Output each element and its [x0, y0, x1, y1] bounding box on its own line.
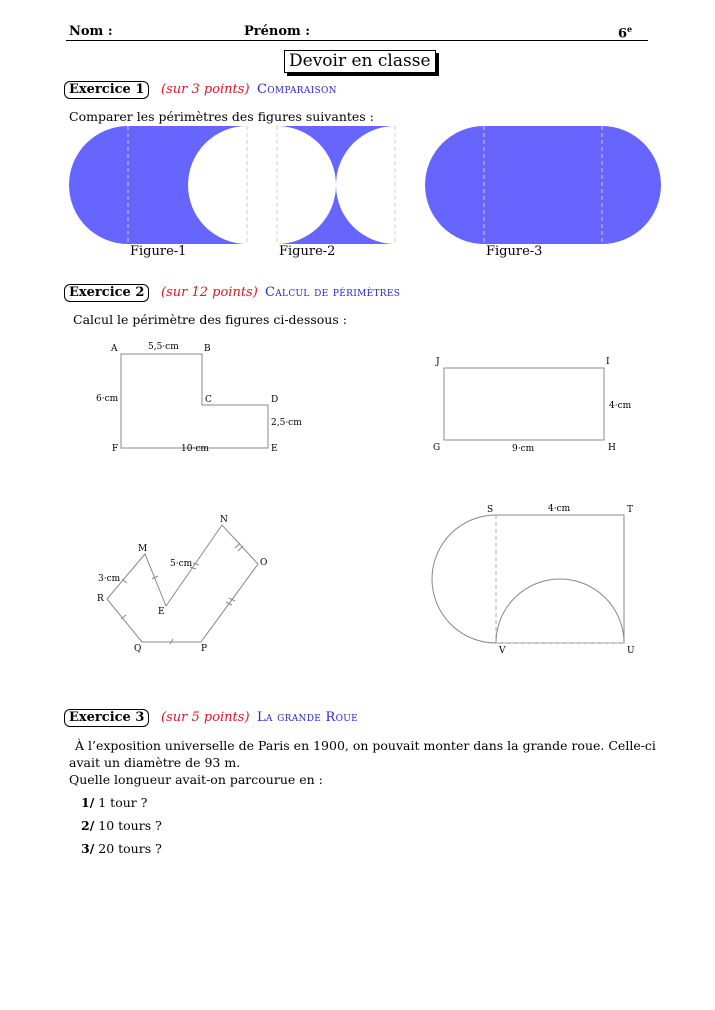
inner-semicircle [496, 579, 624, 643]
page-title: Devoir en classe [284, 50, 436, 73]
figure-3-shape [425, 126, 661, 244]
point-g: G [433, 443, 441, 453]
point-s: S [487, 505, 494, 515]
label-en: 5·cm [170, 559, 193, 569]
figure-2-shape [277, 126, 395, 244]
question-3-number: 3/ [81, 841, 95, 856]
figure-1-shape [69, 126, 247, 244]
point-b: B [204, 344, 211, 354]
point-j: J [436, 357, 440, 367]
point-d: D [271, 395, 279, 405]
point-e: E [271, 444, 278, 454]
exercise-3-label: Exercice 3 [64, 709, 149, 727]
l-shape [121, 354, 268, 448]
exercise-2-figures [0, 330, 715, 670]
label-de: 2,5·cm [271, 418, 302, 428]
exercise-1-points: (sur 3 points) [161, 82, 250, 97]
exercise-2-points: (sur 12 points) [161, 285, 258, 300]
question-3 [81, 840, 162, 857]
exercise-3-text-2: avait un diamètre de 93 m. [69, 755, 241, 770]
class-superscript: e [627, 24, 633, 34]
label-st: 4·cm [548, 504, 571, 514]
exercise-3-points: (sur 5 points) [161, 710, 250, 725]
question-1-text: 1 tour ? [98, 795, 148, 810]
figure-2-label: Figure-2 [279, 244, 336, 259]
label-fe: 10·cm [181, 444, 209, 454]
label-rm: 3·cm [98, 574, 121, 584]
point-v: V [499, 646, 506, 656]
label-gh: 9·cm [512, 444, 535, 454]
class-label [618, 24, 632, 41]
exercise-2-topic: Calcul de périmètres [265, 285, 401, 300]
rectangle-shape [444, 368, 604, 440]
class-number: 6 [618, 26, 628, 42]
point-n: N [220, 515, 228, 525]
question-3-text: 20 tours ? [98, 841, 162, 856]
point-o: O [260, 558, 268, 568]
point-a: A [111, 344, 118, 354]
point-c: C [205, 395, 212, 405]
label-af: 6·cm [96, 394, 119, 404]
point-h: H [608, 443, 616, 453]
question-2-number: 2/ [81, 818, 95, 833]
semicircle-shape [432, 515, 624, 643]
point-r: R [97, 594, 104, 604]
label-ab: 5,5·cm [148, 342, 179, 352]
point-p: P [201, 644, 208, 654]
question-1 [81, 794, 147, 811]
exercise-1-figures [0, 120, 715, 250]
point-m: M [138, 544, 148, 554]
exercise-1-label: Exercice 1 [64, 81, 149, 99]
point-e2: E [158, 607, 165, 617]
nom-label: Nom : [69, 24, 113, 39]
figure-1-label: Figure-1 [130, 244, 187, 259]
exercise-2-instruction: Calcul le périmètre des figures ci-dessous : [73, 312, 347, 327]
question-2-text: 10 tours ? [98, 818, 162, 833]
exercise-2-label: Exercice 2 [64, 284, 149, 302]
label-ih: 4·cm [609, 401, 632, 411]
point-i: I [606, 357, 610, 367]
prenom-label: Prénom : [244, 24, 311, 39]
header-rule [66, 40, 648, 41]
exercise-3-topic: La grande Roue [257, 710, 359, 725]
point-q: Q [134, 644, 142, 654]
point-t: T [627, 505, 634, 515]
exercise-3-text-3: Quelle longueur avait-on parcourue en : [69, 772, 323, 787]
question-1-number: 1/ [81, 795, 95, 810]
point-u: U [627, 646, 635, 656]
exercise-3-text-1: À l’exposition universelle de Paris en 1900, on pouvait monter dans la grande roue. Celle-ci [75, 738, 656, 753]
exercise-1-instruction: Comparer les périmètres des figures suivantes : [69, 109, 374, 124]
question-2 [81, 817, 162, 834]
polygon-shape [107, 525, 258, 642]
exercise-1-topic: Comparaison [257, 82, 337, 97]
point-f: F [112, 444, 119, 454]
figure-3-label: Figure-3 [486, 244, 543, 259]
